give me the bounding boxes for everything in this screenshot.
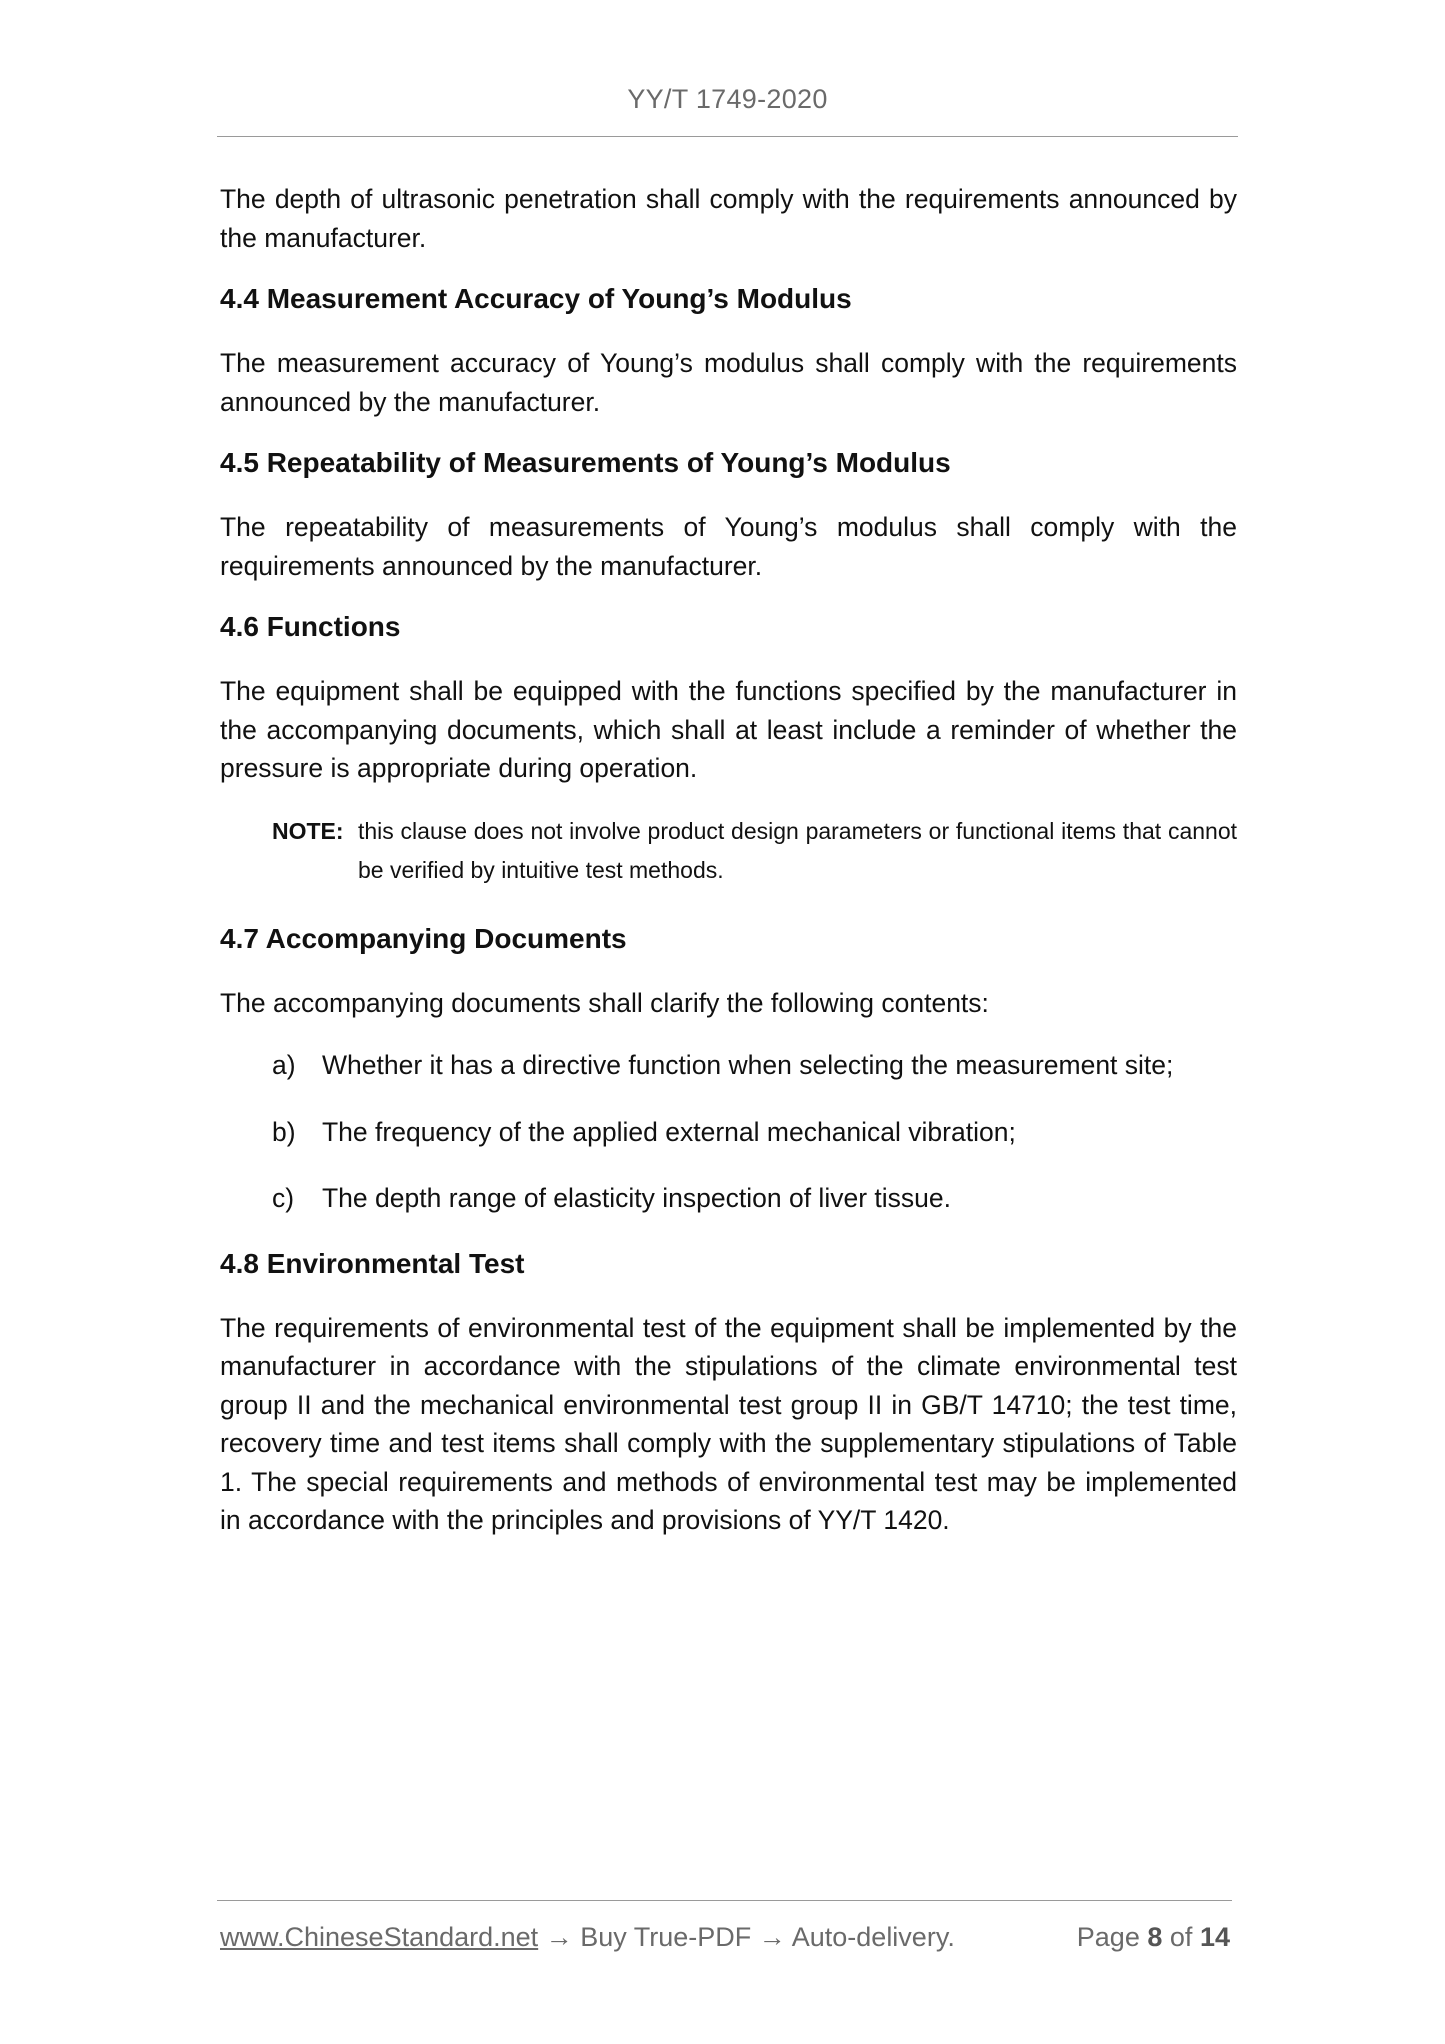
list-marker: b) bbox=[272, 1116, 296, 1147]
footer-promo bbox=[220, 1920, 955, 1954]
note-text: this clause does not involve product design parameters or functional items that cannot be verified by intuitive test methods. bbox=[358, 817, 1237, 883]
current-page: 8 bbox=[1147, 1922, 1163, 1952]
page-header: YY/T 1749-2020 bbox=[627, 84, 828, 114]
intro-paragraph: The depth of ultrasonic penetration shall comply with the requirements announced by the manufacturer. bbox=[220, 184, 1237, 253]
section-heading-4-5: 4.5 Repeatability of Measurements of Young’s Modulus bbox=[220, 447, 951, 478]
list-marker: c) bbox=[272, 1183, 295, 1213]
section-paragraph-4-4: The measurement accuracy of Young’s modulus shall comply with the requirements announced by the manufacturer. bbox=[220, 348, 1237, 417]
section-heading-4-7: 4.7 Accompanying Documents bbox=[220, 922, 627, 954]
note-block bbox=[272, 812, 1237, 890]
note-label: NOTE: bbox=[272, 817, 344, 844]
section-paragraph-4-6: The equipment shall be equipped with the functions specified by the manufacturer in the accompanying documents, which shall at least include a reminder of whether the pressure is appropriate during operation. bbox=[220, 676, 1237, 783]
list-item bbox=[220, 1046, 1237, 1085]
accompanying-documents-list bbox=[220, 1046, 1237, 1218]
page-number bbox=[1077, 1920, 1230, 1954]
section-paragraph-4-5: The repeatability of measurements of Young’s modulus shall comply with the requirements announced by the manufacturer. bbox=[220, 512, 1237, 581]
footer-divider bbox=[217, 1900, 1232, 1901]
list-item bbox=[220, 1113, 1237, 1152]
total-pages: 14 bbox=[1199, 1922, 1230, 1952]
list-item-text: The depth range of elasticity inspection of liver tissue. bbox=[322, 1183, 951, 1213]
section-heading-4-6: 4.6 Functions bbox=[220, 611, 401, 642]
list-item-text: Whether it has a directive function when selecting the measurement site; bbox=[322, 1050, 1174, 1080]
website-link[interactable]: www.ChineseStandard.net bbox=[220, 1922, 539, 1952]
of-label: of bbox=[1169, 1922, 1193, 1952]
page-label: Page bbox=[1076, 1922, 1140, 1952]
section-heading-4-4: 4.4 Measurement Accuracy of Young’s Modulus bbox=[220, 283, 852, 314]
header-divider bbox=[217, 136, 1238, 137]
section-heading-4-8: 4.8 Environmental Test bbox=[220, 1247, 525, 1279]
section-paragraph-4-7: The accompanying documents shall clarify the following contents: bbox=[220, 987, 989, 1018]
section-paragraph-4-8: The requirements of environmental test of the equipment shall be implemented by the manufacturer in accordance with the stipulations of the climate environmental test group II and the mechanical environmental test group II in GB/T 14710; the test time, recovery time and test items shall comply with the supplementary stipulations of Table 1. The special requirements and methods of environmental test may be implemented in accordance with the principles and provisions of YY/T 1420. bbox=[220, 1312, 1237, 1535]
footer-promo-text: → Buy True-PDF → Auto-delivery. bbox=[538, 1922, 955, 1952]
document-body bbox=[220, 180, 1237, 1564]
list-item bbox=[220, 1179, 1237, 1218]
list-item-text: The frequency of the applied external mechanical vibration; bbox=[322, 1116, 1016, 1147]
list-marker: a) bbox=[272, 1050, 296, 1080]
